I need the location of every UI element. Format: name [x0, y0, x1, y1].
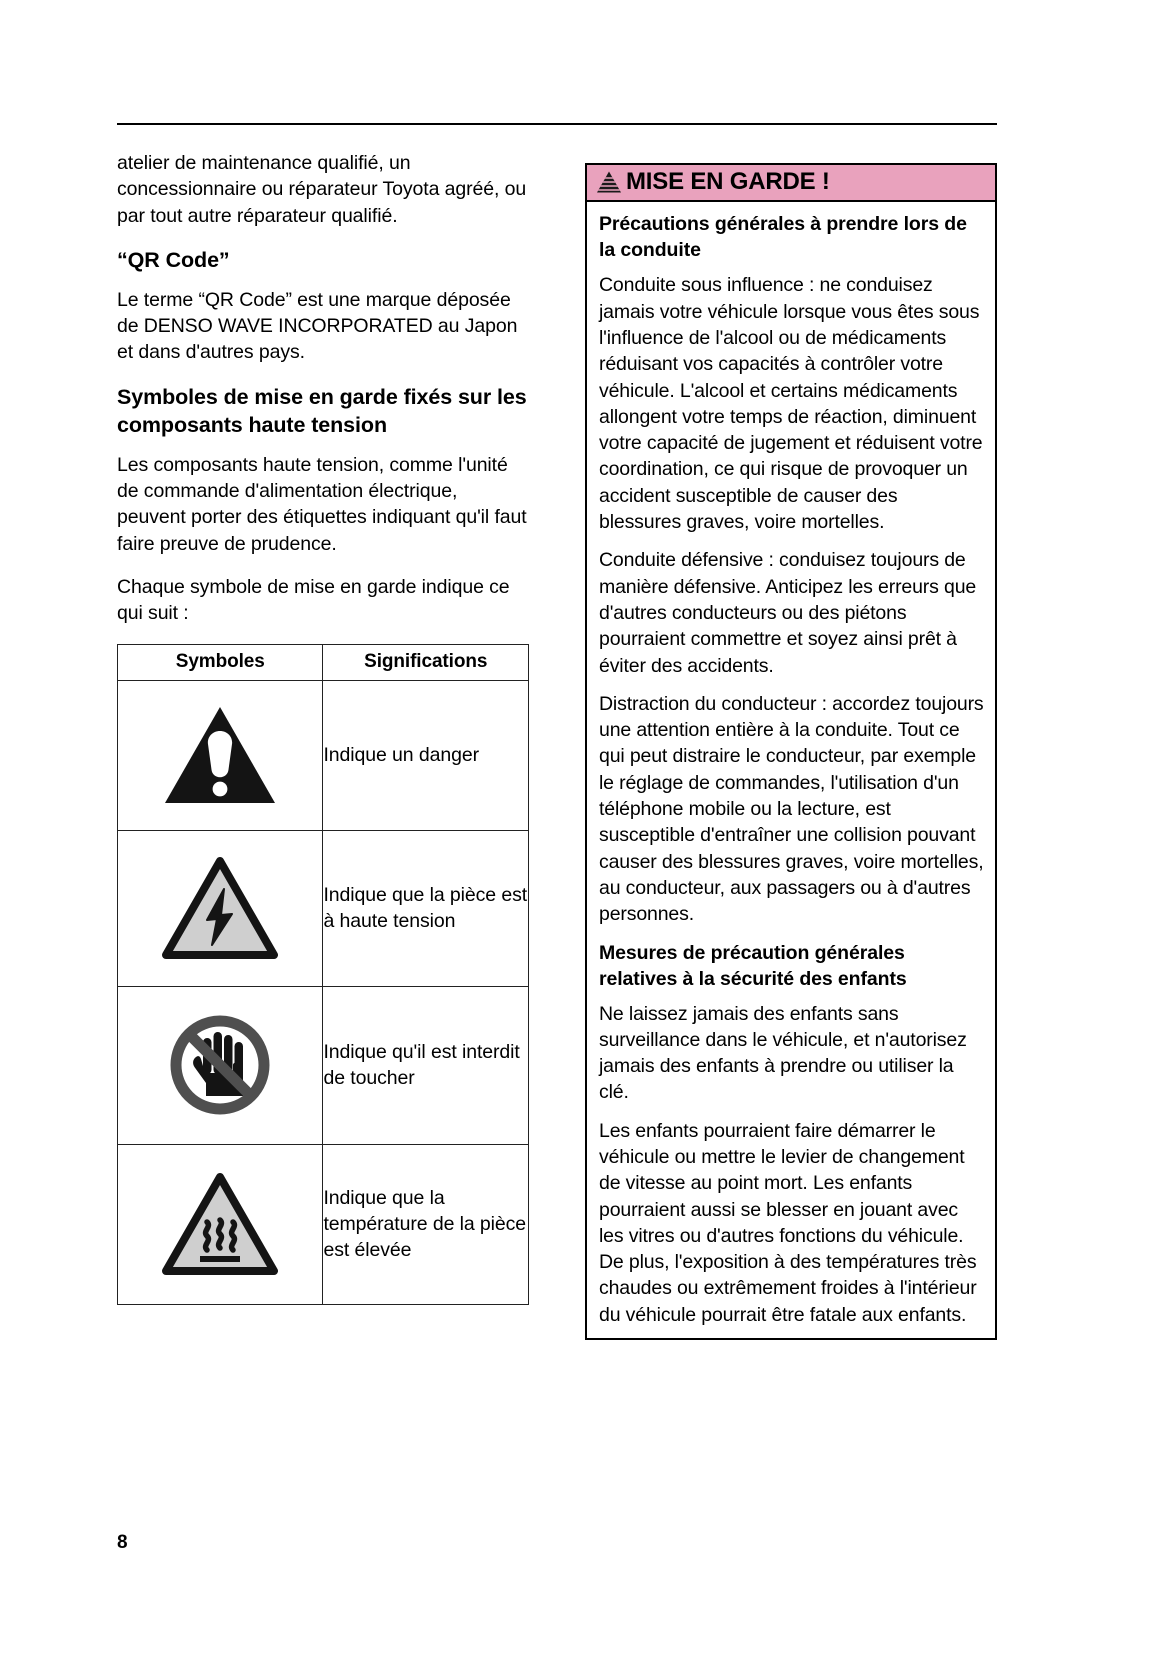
header-rule — [117, 123, 997, 125]
warning-callout-box — [585, 163, 997, 1340]
high-voltage-components-paragraph: Les composants haute tension, comme l'unité de commande d'alimentation électrique, peuvent porter des étiquettes indiquant qu'il faut faire preuve de prudence. — [117, 453, 527, 555]
warning-section-heading-driving: Précautions générales à prendre lors de la conduite — [599, 213, 967, 262]
meaning-cell-no-touch: Indique qu'il est interdit de toucher — [323, 986, 529, 1144]
symbol-cell-danger — [118, 680, 323, 830]
warning-paragraph-driver-distraction: Distraction du conducteur : accordez toujours une attention entière à la conduite. Tout ce qui peut distraire le conducteur, par exemple le réglage de commandes, l'utilisation d'un téléphone mobile ou la lecture, est susceptible d'entraîner une collision pouvant causer des blessures graves, voire mortelles, au conducteur, aux passagers ou à d'autres personnes. — [599, 692, 984, 926]
table-row — [118, 986, 529, 1144]
right-column — [585, 163, 997, 1340]
qr-code-paragraph: Le terme “QR Code” est une marque déposée de DENSO WAVE INCORPORATED au Japon et dans d'autres pays. — [117, 288, 518, 364]
column-header-meanings: Significations — [323, 644, 529, 680]
no-touch-hand-icon — [165, 1010, 275, 1120]
table-row — [118, 830, 529, 986]
hot-surface-triangle-icon — [162, 1172, 278, 1276]
warning-triangle-striped-icon — [596, 170, 622, 194]
left-column — [117, 150, 529, 1305]
qr-code-heading: “QR Code” — [117, 247, 230, 272]
page-number: 8 — [117, 1532, 128, 1553]
meaning-cell-high-voltage: Indique que la pièce est à haute tension — [323, 830, 529, 986]
table-row — [118, 1144, 529, 1304]
warning-paragraph-defensive-driving: Conduite défensive : conduisez toujours de manière défensive. Anticipez les erreurs que d'autres conducteurs ou des piétons pourraient commettre et soyez ainsi prêt à éviter des accidents. — [599, 549, 977, 677]
warning-callout-header — [587, 165, 995, 202]
symbol-cell-hot-surface — [118, 1144, 323, 1304]
table-row — [118, 680, 529, 830]
column-header-symbols: Symboles — [118, 644, 323, 680]
warning-paragraph-unattended-children: Ne laissez jamais des enfants sans surveillance dans le véhicule, et n'autorisez jamais des enfants à prendre ou utiliser la clé. — [599, 1002, 967, 1104]
symbol-intro-paragraph: Chaque symbole de mise en garde indique ce qui suit : — [117, 575, 510, 625]
table-header-row — [118, 644, 529, 680]
warning-section-heading-child-safety: Mesures de précaution générales relatives à la sécurité des enfants — [599, 941, 907, 990]
warning-callout-body — [587, 202, 995, 1338]
symbol-cell-high-voltage — [118, 830, 323, 986]
high-voltage-symbols-heading: Symboles de mise en garde fixés sur les composants haute tension — [117, 384, 527, 437]
warning-paragraph-impaired-driving: Conduite sous influence : ne conduisez jamais votre véhicule lorsque vous êtes sous l'influence de l'alcool ou de médicaments réduisant vos capacités à contrôler votre véhicule. L'alcool et certains médicaments allongent votre temps de réaction, diminuent votre capacité de jugement et réduisent votre coordination, ce qui risque de provoquer un accident susceptible de causer des blessures graves, voire mortelles. — [599, 274, 983, 534]
meaning-cell-danger: Indique un danger — [323, 680, 529, 830]
continued-paragraph: atelier de maintenance qualifié, un concessionnaire ou réparateur Toyota agréé, ou par tout autre réparateur qualifié. — [117, 152, 527, 227]
high-voltage-triangle-icon — [162, 856, 278, 960]
meaning-cell-hot-surface: Indique que la température de la pièce est élevée — [323, 1144, 529, 1304]
symbol-cell-no-touch — [118, 986, 323, 1144]
warning-triangle-exclamation-icon — [162, 703, 278, 807]
symbols-table — [117, 644, 529, 1305]
warning-callout-title: MISE EN GARDE ! — [626, 168, 830, 195]
warning-paragraph-children-hazards: Les enfants pourraient faire démarrer le véhicule ou mettre le levier de changement de vitesse au point mort. Les enfants pourraient aussi se blesser en jouant avec les vitres ou d'autres fonctions du véhicule. De plus, l'exposition à des températures très chaudes ou extrêmement froides à l'intérieur du véhicule pourrait être fatale aux enfants. — [599, 1119, 977, 1326]
